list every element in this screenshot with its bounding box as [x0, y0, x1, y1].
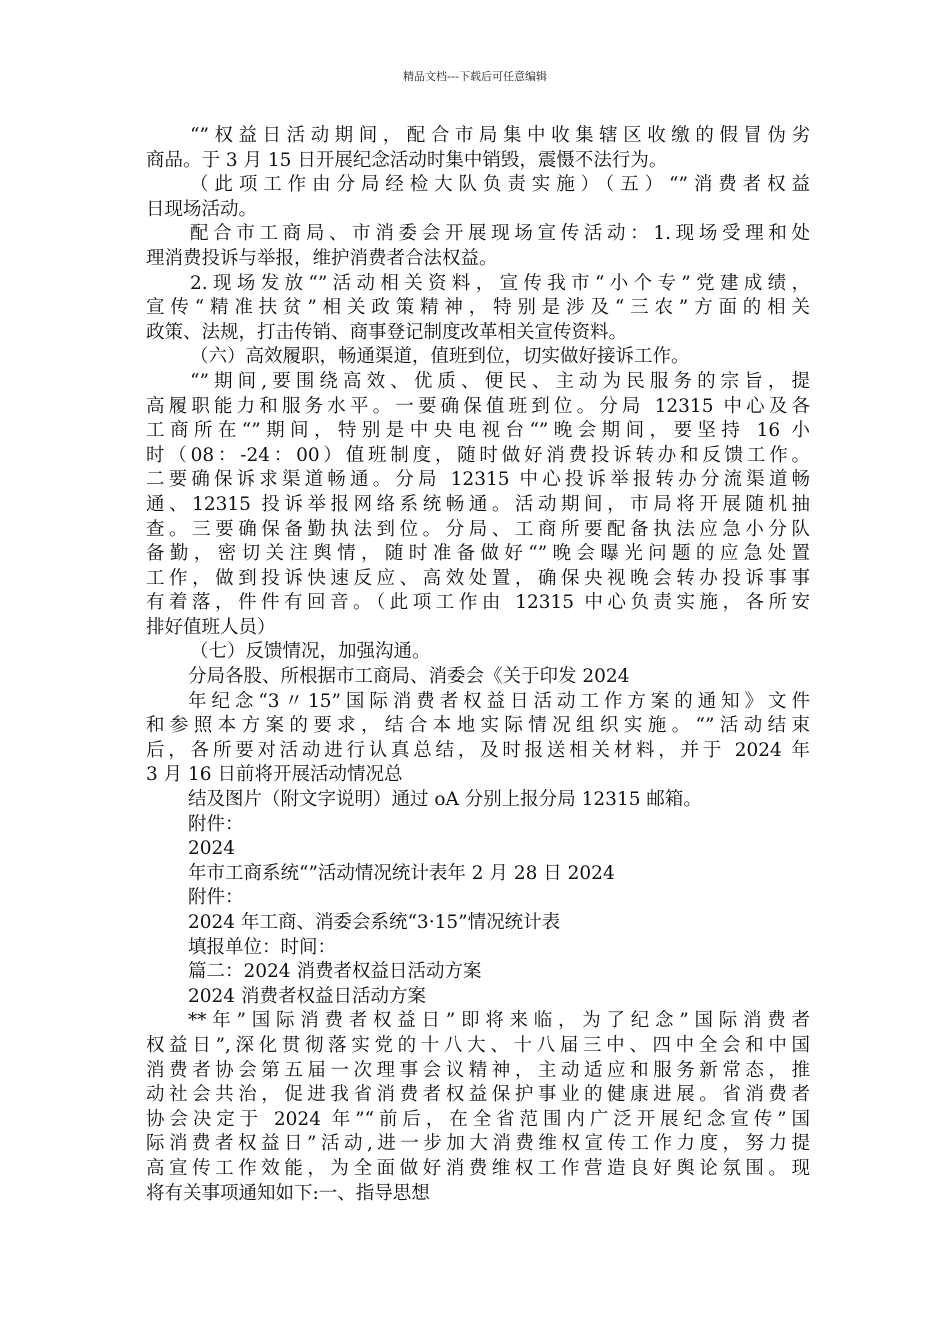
text-line: 2024 — [188, 838, 236, 860]
text-line: 备勤，密切关注舆情，随时准备做好“”晚会曝光问题的应急处置 — [146, 543, 810, 565]
text-line: 附件： — [188, 887, 244, 909]
text-line: 配合市工商局、市消委会开展现场宣传活动：1.现场受理和处 — [190, 223, 810, 245]
text-line: 3 月 16 日前将开展活动情况总 — [146, 764, 403, 786]
text-line: 际消费者权益日”活动,进一步加大消费维权宣传工作力度，努力提 — [146, 1133, 810, 1155]
text-line: 宣传“精准扶贫”相关政策精神，特别是涉及“三农”方面的相关 — [146, 297, 810, 319]
text-line: 排好值班人员） — [146, 616, 276, 638]
text-line: **年”国际消费者权益日”即将来临，为了纪念”国际消费者 — [188, 1010, 810, 1032]
text-line: 动社会共治，促进我省消费者权益保护事业的健康进展。省消费者 — [146, 1084, 810, 1106]
text-line: 工作，做到投诉快速反应、高效处置，确保央视晚会转办投诉事事 — [146, 567, 810, 589]
text-line: （七）反馈情况，加强沟通。 — [190, 641, 431, 663]
text-line: 年纪念“3〃15”国际消费者权益日活动工作方案的通知》文件 — [188, 690, 810, 712]
text-line: 日现场活动。 — [146, 198, 258, 220]
text-line: 高宣传工作效能，为全面做好消费维权工作营造良好舆论氛围。现 — [146, 1157, 810, 1179]
text-line: 2.现场发放“”活动相关资料，宣传我市“小个专”党建成绩， — [190, 272, 810, 294]
text-line: 二要确保诉求渠道畅通。分局 12315 中心投诉举报转办分流渠道畅 — [146, 469, 810, 491]
text-line: 有着落，件件有回音。（此项工作由 12315 中心负责实施，各所安 — [146, 592, 810, 614]
text-line: 将有关事项通知如下:一、指导思想 — [146, 1182, 430, 1204]
text-line: 后，各所要对活动进行认真总结，及时报送相关材料，并于 2024 年 — [146, 739, 810, 761]
text-line: 协会决定于 2024 年”“前后，在全省范围内广泛开展纪念宣传”国 — [146, 1108, 810, 1130]
text-line: 查。三要确保备勤执法到位。分局、工商所要配备执法应急小分队 — [146, 518, 810, 540]
text-line: 高履职能力和服务水平。一要确保值班到位。分局 12315 中心及各 — [146, 395, 810, 417]
text-line: “”期间,要围绕高效、优质、便民、主动为民服务的宗旨，提 — [190, 370, 810, 392]
text-line: 通、12315 投诉举报网络系统畅通。活动期间，市局将开展随机抽 — [146, 493, 810, 515]
text-line: “”权益日活动期间，配合市局集中收集辖区收缴的假冒伪劣 — [190, 125, 810, 146]
text-line: 附件： — [188, 813, 244, 835]
text-line: 篇二：2024 消费者权益日活动方案 — [188, 961, 482, 983]
text-line: 政策、法规，打击传销、商事登记制度改革相关宣传资料。 — [146, 321, 628, 343]
text-line: 商品。于 3 月 15 日开展纪念活动时集中销毁，震慑不法行为。 — [146, 149, 668, 171]
document-body — [146, 124, 810, 1206]
text-line: （此项工作由分局经检大队负责实施）（五）“”消费者权益 — [190, 174, 810, 196]
text-line: 工商所在“”期间，特别是中央电视台“”晚会期间，要坚持 16 小 — [146, 420, 810, 442]
text-line: 结及图片（附文字说明）通过 oA 分别上报分局 12315 邮箱。 — [188, 789, 702, 811]
text-line: 消费者协会第五届一次理事会议精神，主动适应和服务新常态，推 — [146, 1059, 810, 1081]
text-line: 权益日”,深化贯彻落实党的十八大、十八届三中、四中全会和中国 — [146, 1034, 810, 1056]
text-line: 和参照本方案的要求，结合本地实际情况组织实施。“”活动结束 — [146, 715, 810, 737]
text-line: 年市工商系统“”活动情况统计表年 2 月 28 日 2024 — [188, 862, 615, 884]
text-line: 理消费投诉与举报，维护消费者合法权益。 — [146, 247, 498, 269]
text-line: 时（08：-24：00）值班制度，随时做好消费投诉转办和反馈工作。 — [146, 444, 810, 466]
text-line: 2024 年工商、消委会系统“3·15”情况统计表 — [188, 912, 561, 933]
page-header: 精品文档---下载后可任意编辑 — [403, 70, 547, 83]
text-line: 2024 消费者权益日活动方案 — [188, 985, 426, 1007]
text-line: 分局各股、所根据市工商局、消委会《关于印发 2024 — [188, 666, 630, 688]
text-line: （六）高效履职，畅通渠道，值班到位，切实做好接诉工作。 — [190, 346, 690, 368]
text-line: 填报单位：时间： — [188, 936, 337, 958]
